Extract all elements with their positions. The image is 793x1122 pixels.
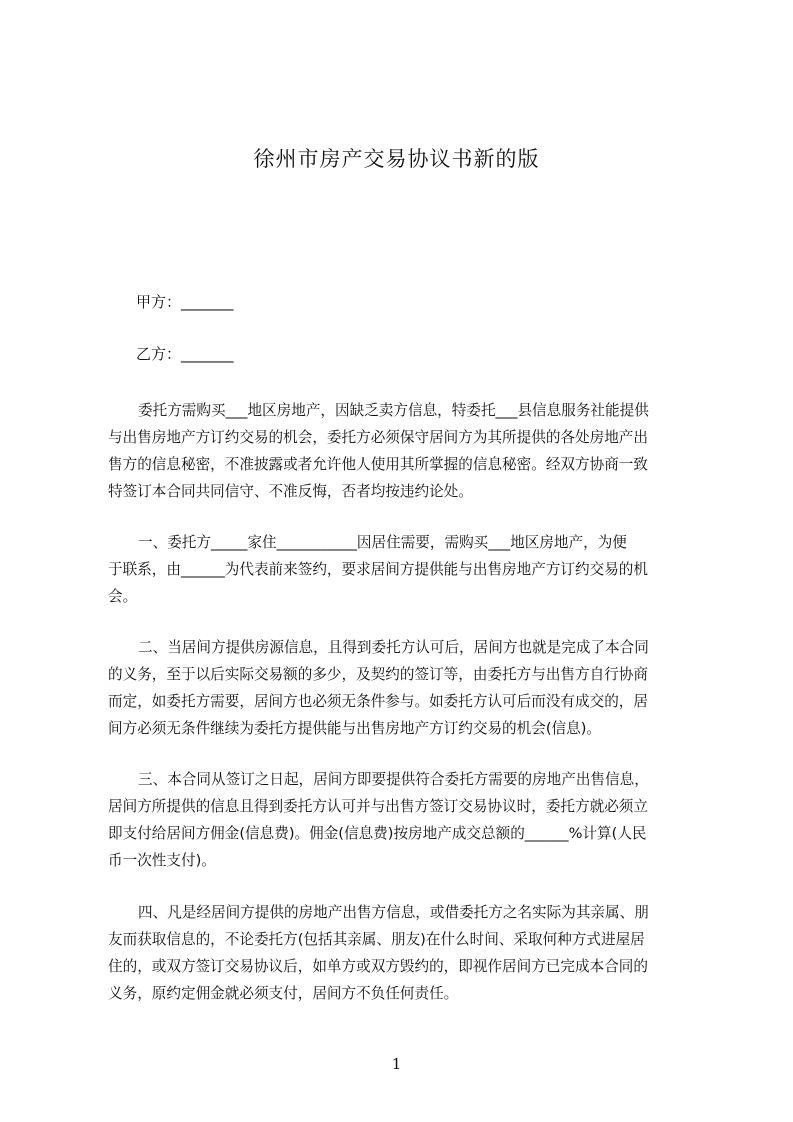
paragraph-intro	[108, 397, 700, 505]
paragraph-line: 义务，原约定佣金就必须支付，居间方不负任何责任。	[108, 985, 459, 1002]
paragraph-line: 四、凡是经居间方提供的房地产出售方信息，或借委托方之名实际为其亲属、朋	[138, 904, 649, 921]
party-a-line: 甲方：_______	[136, 293, 234, 311]
paragraph-line: 即支付给居间方佣金(信息费)。佣金(信息费)按房地产成交总额的______%计算(人民	[108, 825, 647, 842]
paragraph-clause-1	[108, 529, 700, 610]
paragraph-line: 友而获取信息的，不论委托方(包括其亲属、朋友)在什么时间、采取何种方式进屋居	[108, 931, 645, 948]
paragraph-line: 住的，或双方签订交易协议后，如单方或双方毁约的，即视作居间方已完成本合同的	[108, 958, 648, 975]
paragraph-line: 于联系，由______为代表前来签约，要求居间方提供能与出售房地产方订约交易的机	[108, 561, 648, 578]
paragraph-line: 二、当居间方提供房源信息，且得到委托方认可后，居间方也就是完成了本合同	[138, 639, 649, 656]
paragraph-clause-4	[108, 899, 700, 1007]
paragraph-line: 与出售房地产方订约交易的机会，委托方必须保守居间方为其所提供的各处房地产出	[108, 429, 648, 446]
paragraph-line: 特签订本合同共同信守、不准反悔，否者均按违约论处。	[108, 483, 473, 500]
page-number: 1	[391, 1055, 402, 1073]
paragraph-clause-3	[108, 766, 700, 874]
paragraph-line: 售方的信息秘密，不准披露或者允许他人使用其所掌握的信息秘密。经双方协商一致	[108, 456, 648, 473]
paragraph-line: 会。	[108, 588, 138, 605]
paragraph-line: 的义务，至于以后实际交易额的多少，及契约的签订等，由委托方与出售方自行协商	[108, 666, 648, 683]
paragraph-clause-2	[108, 634, 700, 742]
paragraph-line: 间方必须无条件继续为委托方提供能与出售房地产方订约交易的机会(信息)。	[108, 720, 601, 737]
document-title: 徐州市房产交易协议书新的版	[253, 147, 540, 171]
party-b-line: 乙方：_______	[136, 345, 234, 363]
paragraph-line: 居间方所提供的信息且得到委托方认可并与出售方签订交易协议时，委托方就必须立	[108, 798, 648, 815]
paragraph-line: 一、委托方_____家住___________因居住需要，需购买___地区房地产，为便	[138, 534, 627, 551]
paragraph-line: 而定，如委托方需要，居间方也必须无条件参与。如委托方认可后而没有成交的，居	[108, 693, 648, 710]
paragraph-line: 委托方需购买___地区房地产，因缺乏卖方信息，特委托___县信息服务社能提供	[138, 402, 649, 419]
paragraph-line: 币一次性支付)。	[108, 852, 216, 869]
paragraph-line: 三、本合同从签订之日起，居间方即要提供符合委托方需要的房地产出售信息，	[138, 771, 649, 788]
